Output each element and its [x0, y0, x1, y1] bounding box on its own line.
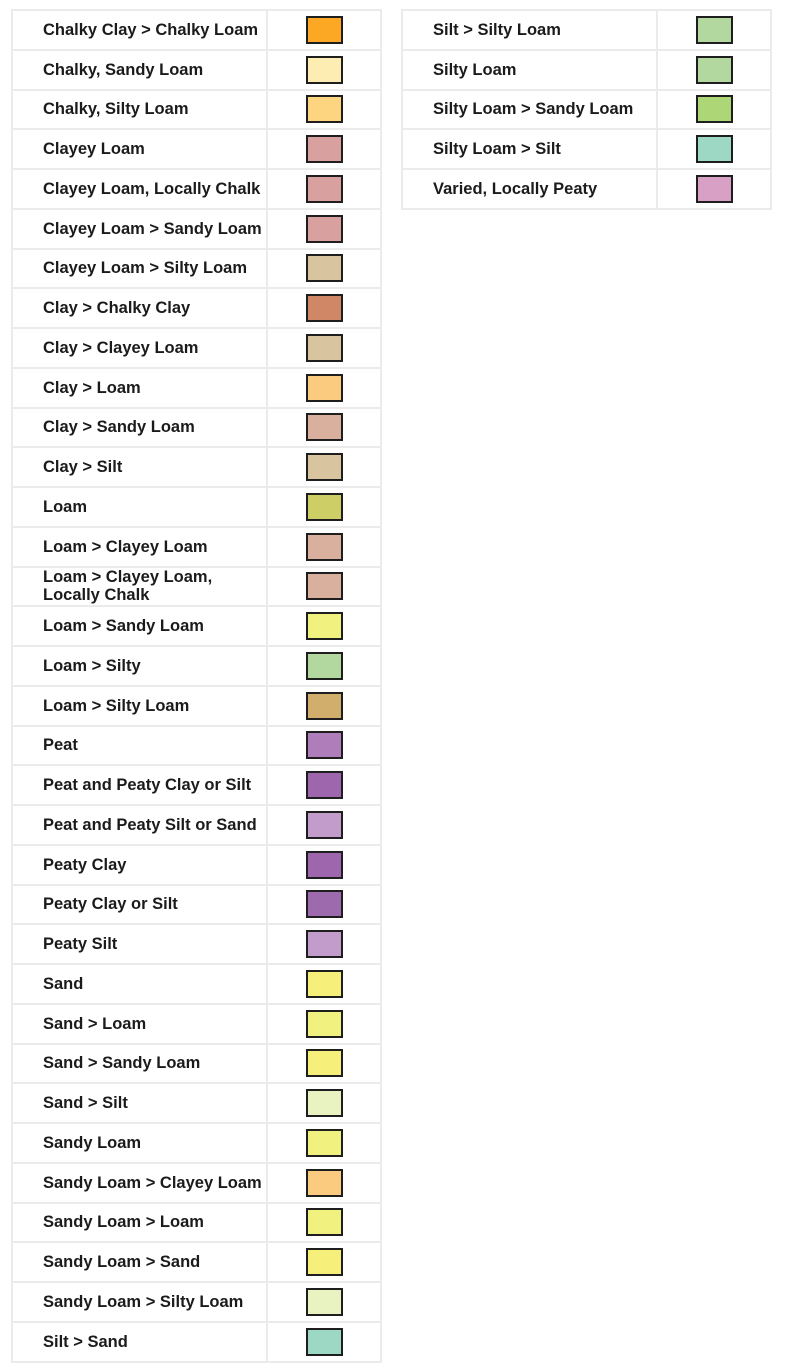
color-swatch — [306, 1169, 343, 1197]
legend-swatch-cell — [267, 726, 381, 766]
legend-label-cell — [12, 726, 267, 766]
legend-row — [12, 924, 381, 964]
color-swatch — [306, 652, 343, 680]
legend-swatch-cell — [267, 368, 381, 408]
legend-row — [12, 328, 381, 368]
legend-swatch-cell — [267, 1242, 381, 1282]
color-swatch — [306, 16, 343, 44]
legend-label-cell — [12, 686, 267, 726]
color-swatch — [306, 413, 343, 441]
legend-row — [12, 1044, 381, 1084]
legend-label: Loam > Clayey Loam, Locally Chalk — [43, 568, 213, 605]
legend-label: Sand > Sandy Loam — [43, 1054, 201, 1073]
legend-label: Loam > Silty Loam — [43, 696, 190, 715]
legend-swatch-cell — [267, 606, 381, 646]
legend-row — [12, 686, 381, 726]
legend-label: Sand > Loam — [43, 1014, 147, 1033]
legend-label: Sandy Loam > Loam — [43, 1213, 204, 1232]
legend-row — [402, 129, 771, 169]
legend-row — [12, 726, 381, 766]
color-swatch — [306, 692, 343, 720]
legend-label: Loam > Clayey Loam — [43, 537, 208, 556]
color-swatch — [306, 1010, 343, 1038]
legend-label-cell — [12, 249, 267, 289]
legend-label: Sandy Loam > Silty Loam — [43, 1292, 244, 1311]
legend-row — [12, 10, 381, 50]
legend-swatch-cell — [267, 129, 381, 169]
legend-label-cell — [12, 209, 267, 249]
legend-label: Silty Loam — [433, 60, 517, 79]
legend-swatch-cell — [267, 964, 381, 1004]
legend-label-cell — [12, 1322, 267, 1362]
legend-swatch-cell — [657, 169, 771, 209]
legend-label-cell — [12, 765, 267, 805]
color-swatch — [696, 56, 733, 84]
legend-rows-left — [12, 10, 381, 1362]
legend-row — [12, 1004, 381, 1044]
legend-row — [12, 90, 381, 130]
legend-row — [402, 50, 771, 90]
legend-swatch-cell — [267, 90, 381, 130]
legend-row — [12, 845, 381, 885]
legend-label-cell — [12, 368, 267, 408]
legend-label: Silty Loam > Silt — [433, 140, 561, 159]
legend-label: Clay > Silt — [43, 458, 123, 477]
legend-swatch-cell — [267, 1322, 381, 1362]
legend-label: Peat and Peaty Silt or Sand — [43, 815, 257, 834]
legend-label-cell — [12, 90, 267, 130]
legend-swatch-cell — [267, 845, 381, 885]
legend-label: Peaty Silt — [43, 935, 118, 954]
legend-swatch-cell — [267, 1083, 381, 1123]
legend-label: Chalky, Sandy Loam — [43, 60, 204, 79]
legend-swatch-cell — [267, 447, 381, 487]
legend-swatch-cell — [267, 1044, 381, 1084]
color-swatch — [306, 731, 343, 759]
legend-label: Sandy Loam > Sand — [43, 1253, 201, 1272]
legend-label-cell — [12, 169, 267, 209]
legend-label-cell — [12, 50, 267, 90]
color-swatch — [306, 811, 343, 839]
legend-label: Clayey Loam > Sandy Loam — [43, 219, 262, 238]
color-swatch — [696, 175, 733, 203]
legend-label: Loam — [43, 497, 88, 516]
legend-row — [12, 249, 381, 289]
legend-rows-right — [402, 10, 771, 209]
legend-label: Sandy Loam > Clayey Loam — [43, 1173, 262, 1192]
color-swatch — [306, 851, 343, 879]
legend-row — [12, 447, 381, 487]
legend-swatch-cell — [267, 10, 381, 50]
legend-label-cell — [12, 1242, 267, 1282]
legend-row — [12, 288, 381, 328]
legend-row — [12, 487, 381, 527]
legend-row — [12, 606, 381, 646]
legend-row — [12, 1282, 381, 1322]
legend-label-cell — [12, 606, 267, 646]
legend-label: Loam > Sandy Loam — [43, 617, 204, 636]
color-swatch — [306, 572, 343, 600]
legend-label: Chalky Clay > Chalky Loam — [43, 20, 259, 39]
color-swatch — [696, 135, 733, 163]
color-swatch — [306, 56, 343, 84]
color-swatch — [306, 374, 343, 402]
legend-swatch-cell — [657, 129, 771, 169]
legend-label: Silt > Sand — [43, 1332, 128, 1351]
legend-swatch-cell — [267, 885, 381, 925]
legend-label: Clay > Chalky Clay — [43, 299, 191, 318]
legend-swatch-cell — [657, 10, 771, 50]
legend-swatch-cell — [267, 527, 381, 567]
legend-label-cell — [12, 1004, 267, 1044]
legend-label-cell — [12, 1123, 267, 1163]
legend-swatch-cell — [267, 1123, 381, 1163]
legend-table-right — [401, 9, 772, 210]
legend-table-left — [11, 9, 382, 1363]
legend-swatch-cell — [267, 924, 381, 964]
legend-row — [12, 1123, 381, 1163]
legend-row — [12, 765, 381, 805]
legend-label: Clayey Loam, Locally Chalk — [43, 179, 261, 198]
color-swatch — [306, 215, 343, 243]
legend-label: Silty Loam > Sandy Loam — [433, 100, 634, 119]
color-swatch — [306, 1089, 343, 1117]
legend-label-cell — [402, 10, 657, 50]
color-swatch — [306, 771, 343, 799]
legend-label-cell — [12, 1044, 267, 1084]
legend-label: Peaty Clay or Silt — [43, 895, 178, 914]
legend-row — [12, 408, 381, 448]
legend-label-cell — [12, 964, 267, 1004]
legend-swatch-cell — [267, 686, 381, 726]
legend-label-cell — [12, 447, 267, 487]
color-swatch — [306, 294, 343, 322]
legend-row — [402, 10, 771, 50]
color-swatch — [306, 1049, 343, 1077]
color-swatch — [306, 970, 343, 998]
legend-label: Chalky, Silty Loam — [43, 100, 189, 119]
legend-label: Clay > Sandy Loam — [43, 418, 195, 437]
legend-label-cell — [12, 288, 267, 328]
legend-label-cell — [402, 129, 657, 169]
legend-row — [12, 885, 381, 925]
legend-swatch-cell — [267, 1163, 381, 1203]
legend-swatch-cell — [267, 408, 381, 448]
legend-swatch-cell — [267, 209, 381, 249]
legend-swatch-cell — [267, 646, 381, 686]
legend-row — [12, 1203, 381, 1243]
legend-swatch-cell — [267, 288, 381, 328]
legend-swatch-cell — [267, 1282, 381, 1322]
color-swatch — [306, 493, 343, 521]
legend-label-cell — [12, 805, 267, 845]
color-swatch — [306, 890, 343, 918]
color-swatch — [696, 16, 733, 44]
legend-swatch-cell — [267, 567, 381, 607]
legend-swatch-cell — [267, 249, 381, 289]
color-swatch — [306, 453, 343, 481]
legend-label-cell — [12, 646, 267, 686]
legend-swatch-cell — [267, 328, 381, 368]
legend-label: Sand — [43, 974, 84, 993]
legend-swatch-cell — [267, 487, 381, 527]
legend-swatch-cell — [657, 50, 771, 90]
color-swatch — [306, 1248, 343, 1276]
legend-label-cell — [12, 885, 267, 925]
legend-label-cell — [12, 10, 267, 50]
legend-label-cell — [12, 567, 267, 607]
legend-swatch-cell — [657, 90, 771, 130]
legend-label: Varied, Locally Peaty — [433, 179, 598, 198]
legend-label-cell — [12, 845, 267, 885]
color-swatch — [306, 135, 343, 163]
legend-label: Sandy Loam — [43, 1133, 142, 1152]
legend-label: Clay > Clayey Loam — [43, 338, 199, 357]
legend-label: Loam > Silty — [43, 656, 141, 675]
legend-row — [12, 527, 381, 567]
color-swatch — [306, 1328, 343, 1356]
color-swatch — [306, 95, 343, 123]
legend-label: Sand > Silt — [43, 1094, 128, 1113]
legend-row — [12, 50, 381, 90]
legend-row — [12, 646, 381, 686]
legend-row — [12, 1163, 381, 1203]
color-swatch — [306, 533, 343, 561]
legend-swatch-cell — [267, 1203, 381, 1243]
legend-row — [12, 209, 381, 249]
legend-row — [12, 805, 381, 845]
color-swatch — [306, 1208, 343, 1236]
legend-label: Peat — [43, 736, 78, 755]
legend-swatch-cell — [267, 169, 381, 209]
legend-label-cell — [12, 129, 267, 169]
color-swatch — [306, 612, 343, 640]
color-swatch — [306, 334, 343, 362]
legend-row — [12, 567, 381, 607]
legend-label: Silt > Silty Loam — [433, 20, 561, 39]
legend-row — [12, 1242, 381, 1282]
legend-row — [402, 169, 771, 209]
legend-label-cell — [12, 1282, 267, 1322]
color-swatch — [306, 175, 343, 203]
legend-row — [12, 964, 381, 1004]
legend-row — [12, 368, 381, 408]
legend-swatch-cell — [267, 1004, 381, 1044]
legend-row — [12, 1083, 381, 1123]
legend-label-cell — [12, 408, 267, 448]
legend-row — [12, 1322, 381, 1362]
legend-label-cell — [12, 527, 267, 567]
legend-label: Clay > Loam — [43, 378, 141, 397]
legend-label: Clayey Loam > Silty Loam — [43, 259, 248, 278]
legend-row — [12, 169, 381, 209]
color-swatch — [306, 930, 343, 958]
legend-swatch-cell — [267, 765, 381, 805]
legend-label-cell — [402, 169, 657, 209]
legend-label-cell — [12, 1083, 267, 1123]
legend-label-cell — [12, 1203, 267, 1243]
legend-label: Peat and Peaty Clay or Silt — [43, 776, 252, 795]
legend-label-cell — [12, 1163, 267, 1203]
color-swatch — [696, 95, 733, 123]
legend-label-cell — [12, 924, 267, 964]
legend-label-cell — [12, 328, 267, 368]
legend-label-cell — [12, 487, 267, 527]
legend-swatch-cell — [267, 50, 381, 90]
legend-row — [12, 129, 381, 169]
color-swatch — [306, 1129, 343, 1157]
legend-label-cell — [402, 50, 657, 90]
color-swatch — [306, 254, 343, 282]
legend-label: Clayey Loam — [43, 140, 145, 159]
legend-label: Peaty Clay — [43, 855, 127, 874]
legend-label-cell — [402, 90, 657, 130]
color-swatch — [306, 1288, 343, 1316]
legend-row — [402, 90, 771, 130]
legend-swatch-cell — [267, 805, 381, 845]
